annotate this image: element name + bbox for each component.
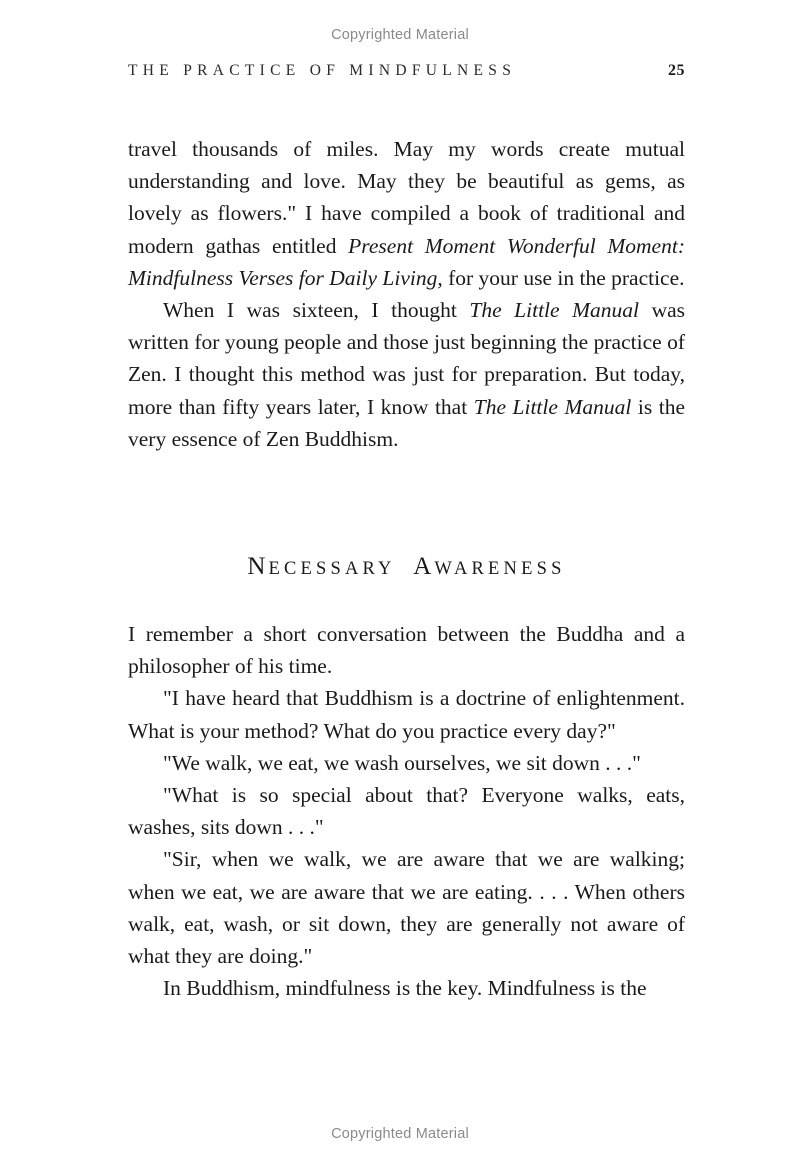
paragraph-when-i-was-sixteen xyxy=(128,294,685,455)
paragraph-text-part: was written for young people and those just beginning the practice of Zen. I thought this method was just for preparation. But today, more than fifty years later, I know that xyxy=(128,298,686,419)
body-text-lower xyxy=(128,618,685,1004)
paragraph-text-part: travel thousands of miles. May my words create mutual understanding and love. May they be beautiful as gems, as lovely as flowers." I have compiled a book of traditional and modern gathas entitled xyxy=(128,137,685,258)
paragraph-dialogue-question: "I have heard that Buddhism is a doctrine of enlightenment. What is your method? What do you practice every day?" xyxy=(128,686,685,743)
book-title-italic: The Little Manual xyxy=(469,298,640,323)
heading-word-rest: WARENESS xyxy=(434,559,566,579)
paragraph-text-part: When I was sixteen, I thought xyxy=(163,298,470,323)
body-text-upper xyxy=(128,133,685,455)
paragraph-dialogue-answer-2: "Sir, when we walk, we are aware that we are walking; when we eat, we are aware that we are eating. . . . When others walk, eat, wash, or sit down, they are generally not aware of what they are doing." xyxy=(128,847,685,969)
paragraph-continuation xyxy=(128,133,685,294)
book-title-italic: The Little Manual xyxy=(473,394,632,419)
page-number: 25 xyxy=(668,62,685,79)
paragraph-text-part: , for your use in the practice. xyxy=(437,265,685,290)
heading-word-rest: ECESSARY xyxy=(268,559,396,579)
paragraph-in-buddhism: In Buddhism, mindfulness is the key. Mindfulness is the xyxy=(163,976,647,1001)
paragraph-dialogue-answer-1: "We walk, we eat, we wash ourselves, we sit down . . ." xyxy=(163,750,641,775)
paragraph-text-part: is the very essence of Zen Buddhism. xyxy=(128,394,686,451)
heading-initial-cap: N xyxy=(247,553,269,580)
copyright-watermark-top: Copyrighted Material xyxy=(331,27,469,43)
heading-word-gap xyxy=(396,559,414,579)
running-head xyxy=(128,62,685,84)
copyright-watermark-bottom: Copyrighted Material xyxy=(331,1126,469,1142)
heading-initial-cap: A xyxy=(413,553,435,580)
running-head-title: THE PRACTICE OF MINDFULNESS xyxy=(128,62,517,79)
section-heading xyxy=(128,553,685,581)
paragraph-dialogue-question-2: "What is so special about that? Everyone walks, eats, washes, sits down . . ." xyxy=(128,783,685,840)
paragraph-i-remember: I remember a short conversation between the Buddha and a philosopher of his time. xyxy=(128,622,685,679)
book-title-italic: Present Moment Wonderful Moment: Mindfulness Verses for Daily Living xyxy=(128,233,685,290)
